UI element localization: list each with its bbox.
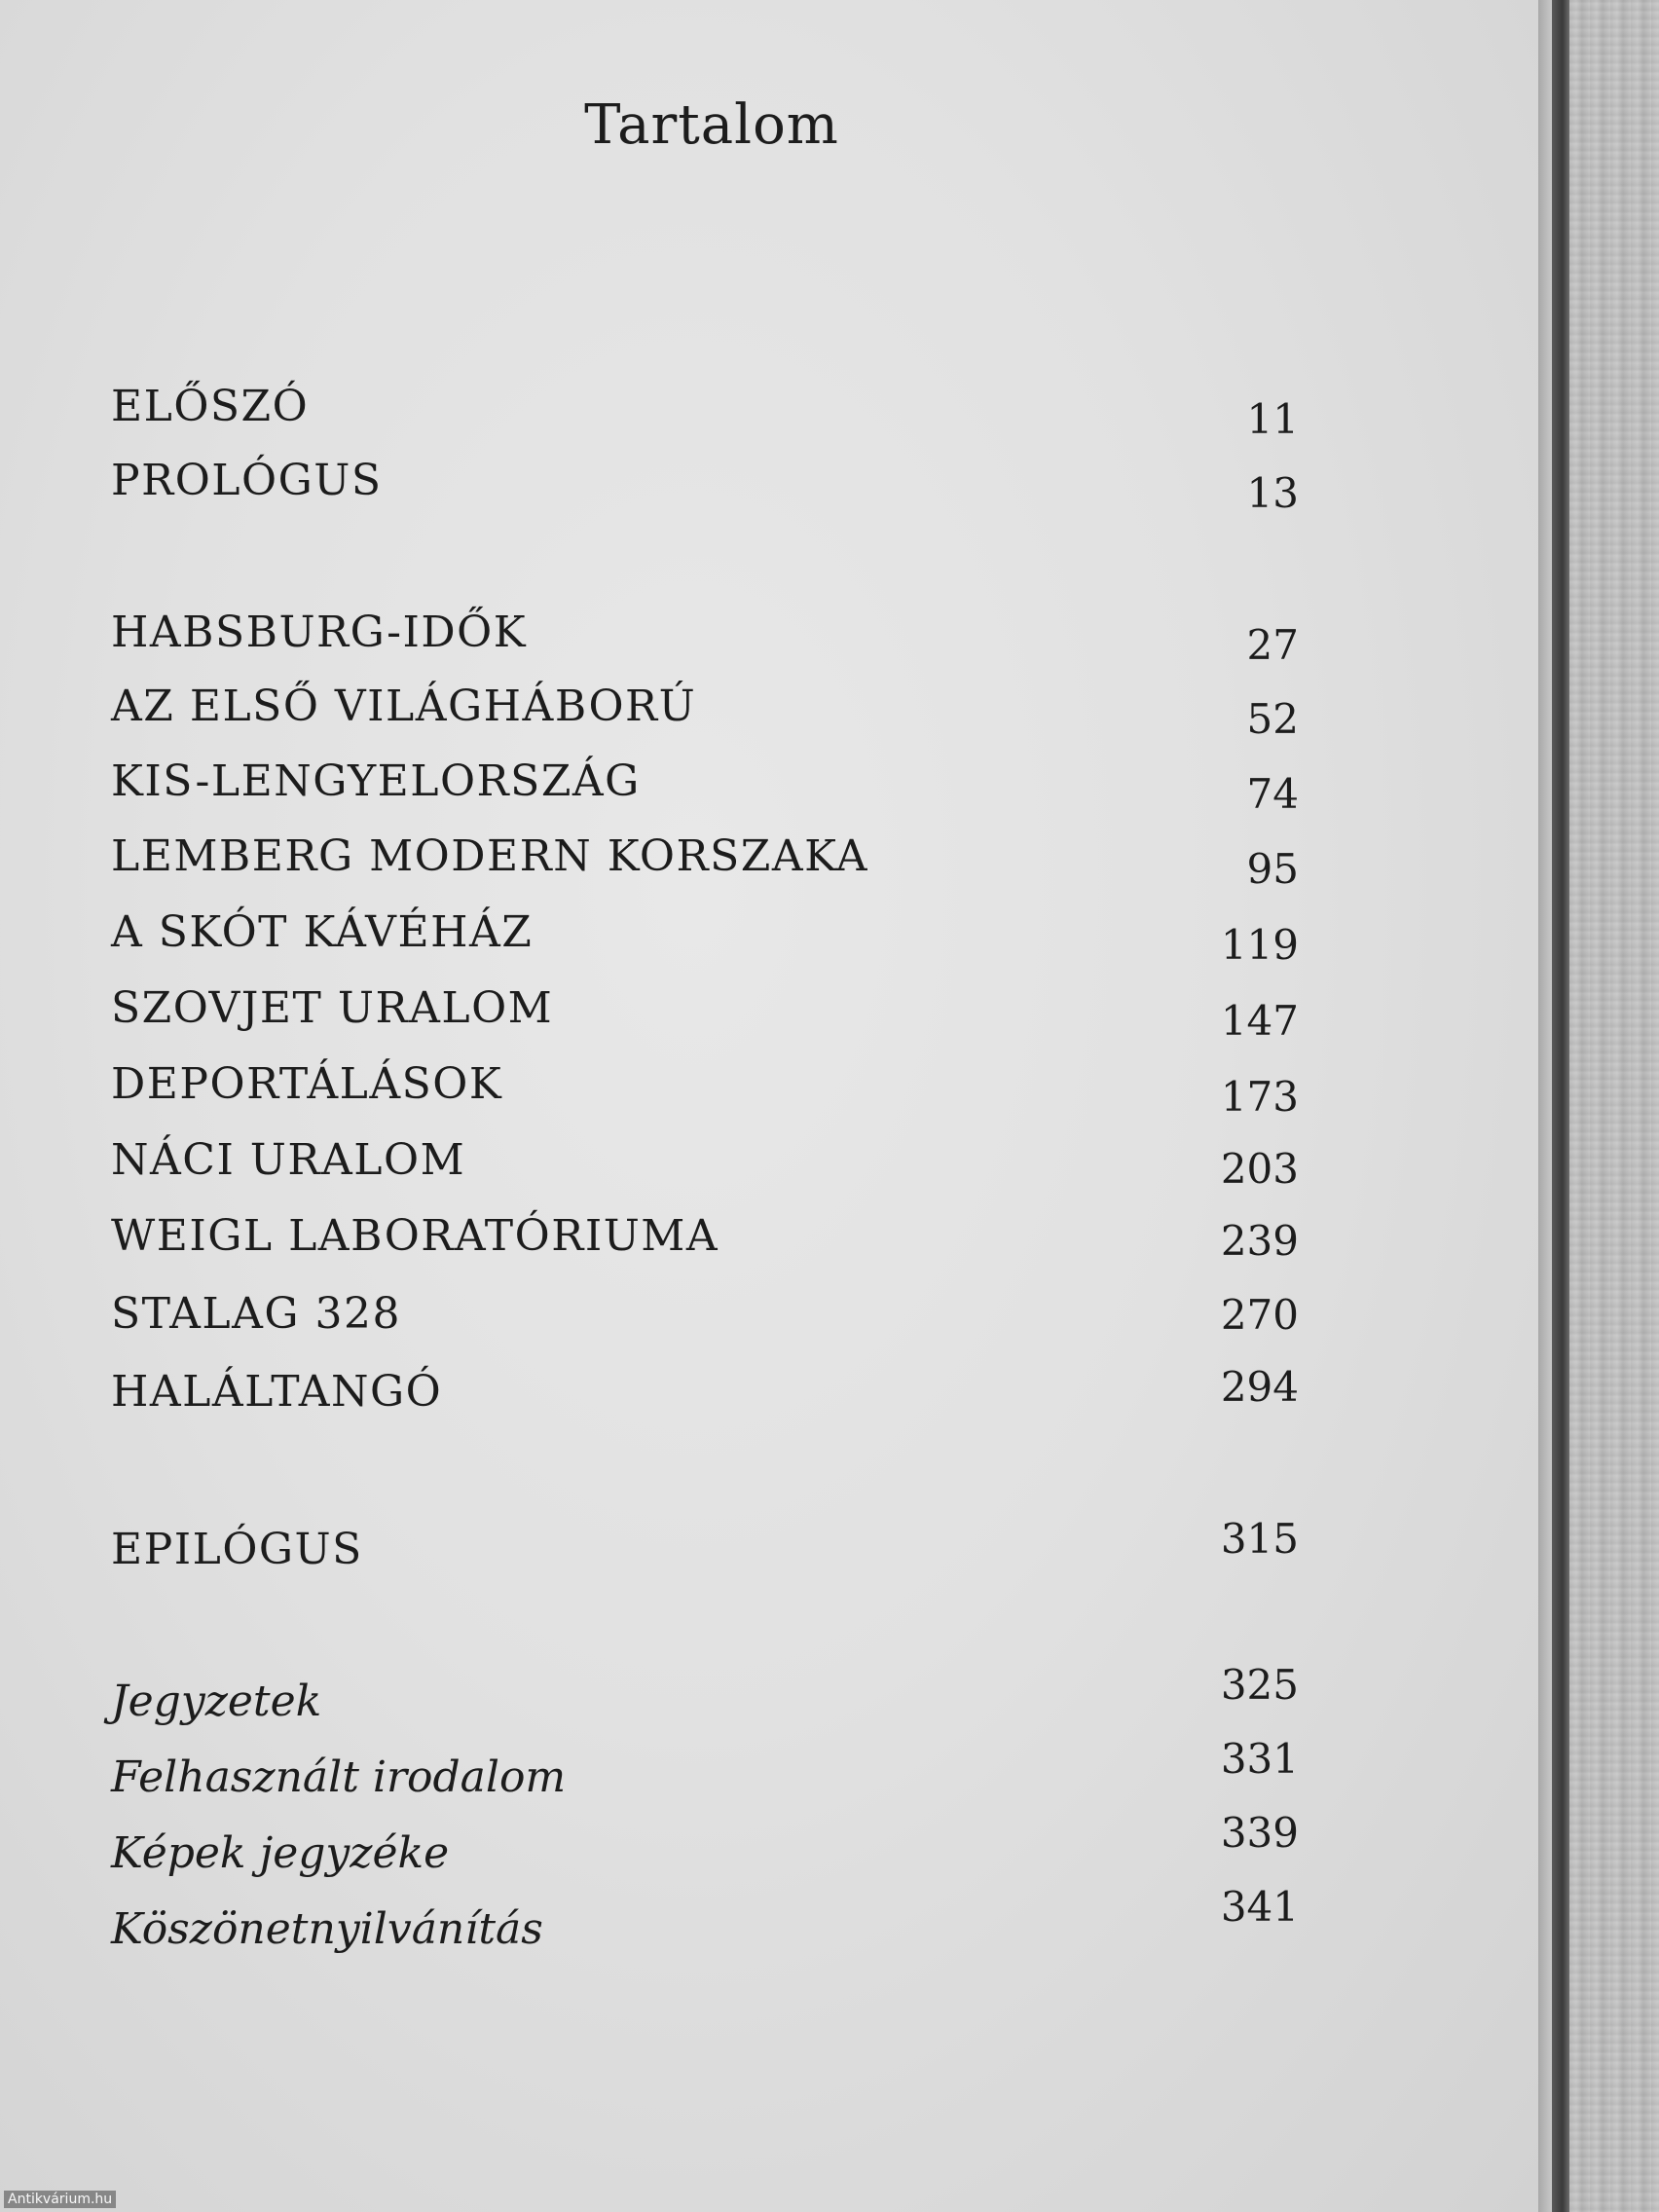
toc-entry-label: PROLÓGUS (111, 456, 383, 505)
page-title: Tartalom (584, 93, 839, 157)
toc-entry-label: ELŐSZÓ (111, 382, 310, 431)
toc-entry (111, 1135, 1299, 1198)
toc-entry-label: Felhasznált irodalom (111, 1752, 567, 1802)
toc-entry-label: HALÁLTANGÓ (111, 1367, 443, 1417)
toc-entry-label: DEPORTÁLÁSOK (111, 1059, 503, 1109)
toc-entry-page: 27 (1246, 621, 1299, 669)
toc-entry-label: HABSBURG-IDŐK (111, 608, 528, 657)
toc-entry (111, 1211, 1299, 1273)
toc-entry-page: 331 (1220, 1735, 1299, 1783)
toc-entry (111, 1289, 1299, 1351)
toc-entry (111, 907, 1299, 970)
toc-entry (111, 456, 1299, 518)
page-edge (1538, 0, 1552, 2212)
toc-entry-page: 74 (1246, 770, 1299, 818)
toc-entry (111, 983, 1299, 1046)
toc-entry (111, 831, 1299, 894)
toc-entry-label: SZOVJET URALOM (111, 983, 554, 1033)
backdrop (1569, 0, 1659, 2212)
toc-entry (111, 756, 1299, 819)
toc-entry-page: 294 (1220, 1363, 1299, 1411)
toc-entry-page: 341 (1220, 1883, 1299, 1931)
toc-entry (111, 1515, 1299, 1587)
toc-entry-page: 339 (1220, 1809, 1299, 1857)
toc-entry-label: KIS-LENGYELORSZÁG (111, 756, 641, 806)
toc-entry-label: STALAG 328 (111, 1289, 401, 1339)
toc-entry-page: 13 (1246, 469, 1299, 517)
toc-entry-page: 52 (1246, 695, 1299, 743)
book-cover-edge (1552, 0, 1569, 2212)
toc-entry-label: A SKÓT KÁVÉHÁZ (111, 907, 534, 957)
toc-entry (111, 1735, 1299, 1815)
toc-entry (111, 1883, 1299, 1967)
toc-entry (111, 1809, 1299, 1891)
toc-entry-page: 119 (1220, 921, 1299, 969)
toc-entry-page: 239 (1220, 1217, 1299, 1265)
toc-entry-label: LEMBERG MODERN KORSZAKA (111, 831, 868, 881)
toc-entry-page: 270 (1220, 1291, 1299, 1339)
toc-entry-label: AZ ELSŐ VILÁGHÁBORÚ (111, 682, 697, 731)
toc-entry-label: Képek jegyzéke (111, 1828, 450, 1878)
toc-entry-label: Köszönetnyilvánítás (111, 1904, 543, 1954)
toc-entry-label: Jegyzetek (111, 1677, 322, 1726)
toc-entry (111, 382, 1299, 444)
toc-entry-page: 95 (1246, 845, 1299, 893)
toc-entry-label: EPILÓGUS (111, 1525, 363, 1574)
toc-entry (111, 682, 1299, 744)
toc-entry-page: 11 (1246, 395, 1299, 443)
toc-entry-label: NÁCI URALOM (111, 1135, 466, 1185)
toc-entry-page: 173 (1220, 1073, 1299, 1121)
toc-entry-page: 315 (1220, 1515, 1299, 1563)
toc-entry-page: 325 (1220, 1661, 1299, 1709)
toc-entry (111, 1363, 1299, 1429)
toc-entry-page: 203 (1220, 1145, 1299, 1193)
toc-entry-label: WEIGL LABORATÓRIUMA (111, 1211, 719, 1261)
toc-entry (111, 1059, 1299, 1122)
toc-entry (111, 1661, 1299, 1739)
toc-entry-page: 147 (1220, 997, 1299, 1045)
toc-entry (111, 608, 1299, 670)
watermark: Antikvárium.hu (4, 2191, 116, 2208)
